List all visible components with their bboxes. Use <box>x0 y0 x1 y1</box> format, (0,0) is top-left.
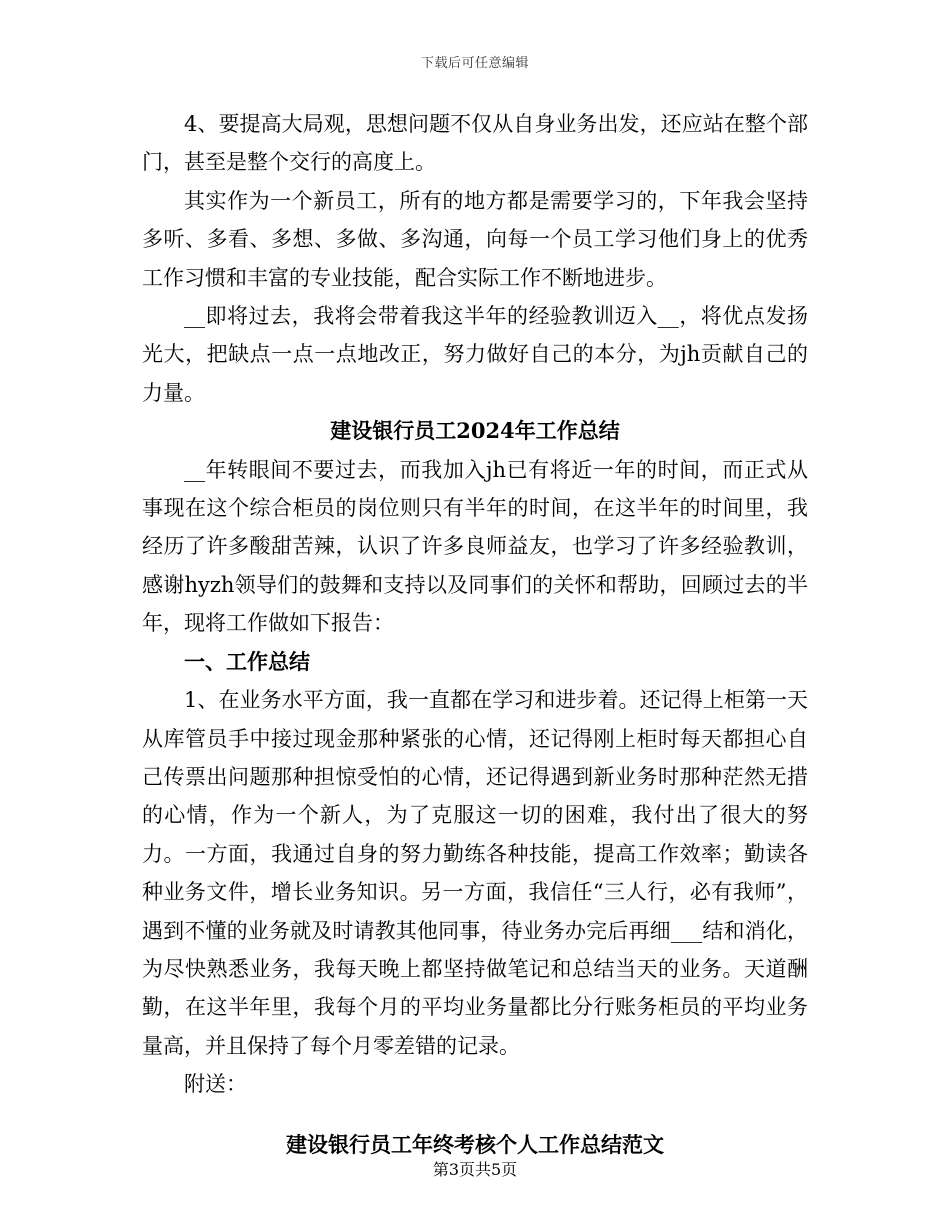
document-body <box>142 105 808 1164</box>
subsection-heading: 一、工作总结 <box>184 648 310 674</box>
section-title-2: 建设银行员工年终考核个人工作总结范文 <box>286 1131 664 1157</box>
section-title-1: 建设银行员工2024年工作总结 <box>330 418 620 444</box>
paragraph-4: __年转眼间不要过去，而我加入jh已有将近一年的时间，而正式从事现在这个综合柜员的岗位则只有半年的时间，在这半年的时间里，我经历了许多酸甜苦辣，认识了许多良师益友，也学习了许多经验教训，感谢hyzh领导们的鼓舞和支持以及同事们的关怀和帮助，回顾过去的半年，现将工作做如下报告： <box>142 457 808 636</box>
paragraph-2: 其实作为一个新员工，所有的地方都是需要学习的，下年我会坚持多听、多看、多想、多做、多沟通，向每一个员工学习他们身上的优秀工作习惯和丰富的专业技能，配合实际工作不断地进步。 <box>142 188 808 290</box>
paragraph-3: __即将过去，我将会带着我这半年的经验教训迈入__，将优点发扬光大，把缺点一点一点地改正，努力做好自己的本分，为jh贡献自己的力量。 <box>142 304 808 405</box>
header-note: 下载后可任意编辑 <box>420 56 529 71</box>
paragraph-5: 1、在业务水平方面，我一直都在学习和进步着。还记得上柜第一天从库管员手中接过现金那种紧张的心情，还记得刚上柜时每天都担心自己传票出问题那种担惊受怕的心情，还记得遇到新业务时那种茫然无措的心情，作为一个新人，为了克服这一切的困难，我付出了很大的努力。一方面，我通过自身的努力勤练各种技能，提高工作效率；勤读各种业务文件，增长业务知识。另一方面，我信任“三人行，必有我师”，遇到不懂的业务就及时请教其他同事，待业务办完后再细___结和消化，为尽快熟悉业务，我每天晚上都坚持做笔记和总结当天的业务。天道酬勤，在这半年里，我每个月的平均业务量都比分行账务柜员的平均业务量高，并且保持了每个月零差错的记录。 <box>142 688 808 1058</box>
paragraph-1: 4、要提高大局观，思想问题不仅从自身业务出发，还应站在整个部门，甚至是整个交行的高度上。 <box>142 112 808 175</box>
page-number: 第3页共5页 <box>432 1160 518 1179</box>
paragraph-6: 附送： <box>184 1072 247 1097</box>
